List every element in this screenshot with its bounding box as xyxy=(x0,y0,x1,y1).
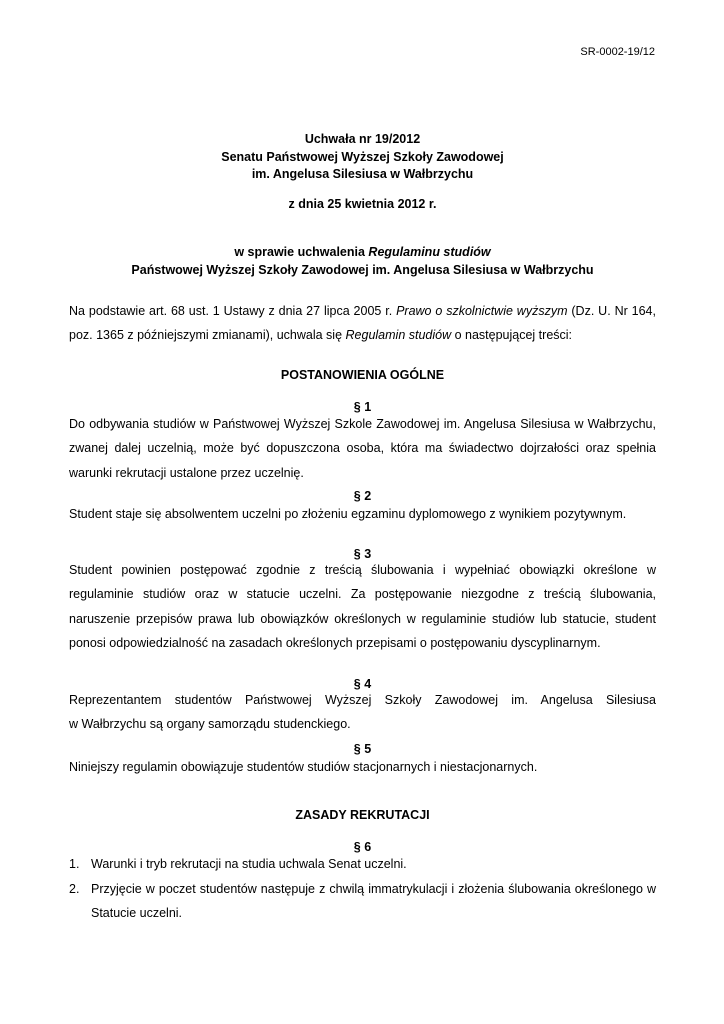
section-heading-recruitment: ZASADY REKRUTACJI xyxy=(295,808,430,822)
list-item-number: 1. xyxy=(69,857,80,871)
paragraph-1-text: Do odbywania studiów w Państwowej Wyższej Szkole Zawodowej im. Angelusa Silesiusa w Wałbrzychu, zwanej dalej uczelnią, może być dopuszczona osoba, która ma świadectwo dojrzałości oraz spełnia warunki rekrutacji ustalone przez uczelnię. xyxy=(69,417,656,480)
resolution-date: z dnia 25 kwietnia 2012 r. xyxy=(288,197,437,211)
paragraph-5-text: Niniejszy regulamin obowiązuje studentów studiów stacjonarnych i niestacjonarnych. xyxy=(69,760,538,774)
list-item-text: Przyjęcie w poczet studentów następuje z chwilą immatrykulacji i złożenia ślubowania określonego w Statucie uczelni. xyxy=(91,882,656,921)
paragraph-3-text: Student powinien postępować zgodnie z treścią ślubowania i wypełniać obowiązki określone w regulaminie studiów oraz w statucie uczelni. Za postępowanie niezgodne z treścią ślubowania, naruszenie przepisów prawa lub obowiązków określonych w regulaminie studiów lub statucie, student ponosi odpowiedzialność na zasadach określonych przepisami o postępowaniu dyscyplinarnym. xyxy=(69,563,656,651)
paragraph-1-heading: § 1 xyxy=(353,400,372,414)
paragraph-5-heading: § 5 xyxy=(353,742,372,756)
paragraph-3-heading: § 3 xyxy=(353,547,372,561)
resolution-title xyxy=(69,131,656,184)
paragraph-4-line-1: Reprezentantem studentów Państwowej Wyższej Szkoły Zawodowej im. Angelusa Silesiusa xyxy=(69,693,656,707)
list-item xyxy=(69,852,656,876)
list-item-text: Warunki i tryb rekrutacji na studia uchwala Senat uczelni. xyxy=(91,857,407,871)
document-id: SR-0002-19/12 xyxy=(580,46,655,58)
title-line-3: im. Angelusa Silesiusa w Wałbrzychu xyxy=(251,167,474,181)
paragraph-4-heading: § 4 xyxy=(353,677,372,691)
title-line-2: Senatu Państwowej Wyższej Szkoły Zawodowej xyxy=(221,149,504,164)
resolution-subject xyxy=(69,244,656,279)
subject-prefix: w sprawie uchwalenia xyxy=(234,245,369,259)
basis-act-title: Prawo o szkolnictwie wyższym xyxy=(396,304,568,318)
paragraph-4-text xyxy=(69,688,656,737)
section-heading-general: POSTANOWIENIA OGÓLNE xyxy=(280,368,445,382)
paragraph-2-text: Student staje się absolwentem uczelni po złożeniu egzaminu dyplomowego z wynikiem pozytywnym. xyxy=(69,507,627,521)
subject-line-1 xyxy=(69,244,656,262)
basis-part-2: (Dz. U. Nr 164, poz. 1365 z późniejszymi zmianami), uchwala się xyxy=(69,304,656,343)
list-item xyxy=(69,877,656,926)
paragraph-4-line-2: w Wałbrzychu są organy samorządu studenckiego. xyxy=(69,717,351,732)
subject-italic: Regulaminu studiów xyxy=(368,245,491,259)
basis-regulation-title: Regulamin studiów xyxy=(345,328,452,343)
basis-part-1: Na podstawie art. 68 ust. 1 Ustawy z dnia 27 lipca 2005 r. xyxy=(69,304,397,318)
list-item-number: 2. xyxy=(69,882,80,896)
paragraph-6-heading: § 6 xyxy=(353,840,372,854)
subject-line-2: Państwowej Wyższej Szkoły Zawodowej im. Angelusa Silesiusa w Wałbrzychu xyxy=(131,262,594,277)
legal-basis xyxy=(69,299,656,348)
paragraph-2-heading: § 2 xyxy=(353,489,372,503)
title-line-1: Uchwała nr 19/2012 xyxy=(304,132,421,146)
basis-part-3: o następującej treści: xyxy=(451,328,573,343)
